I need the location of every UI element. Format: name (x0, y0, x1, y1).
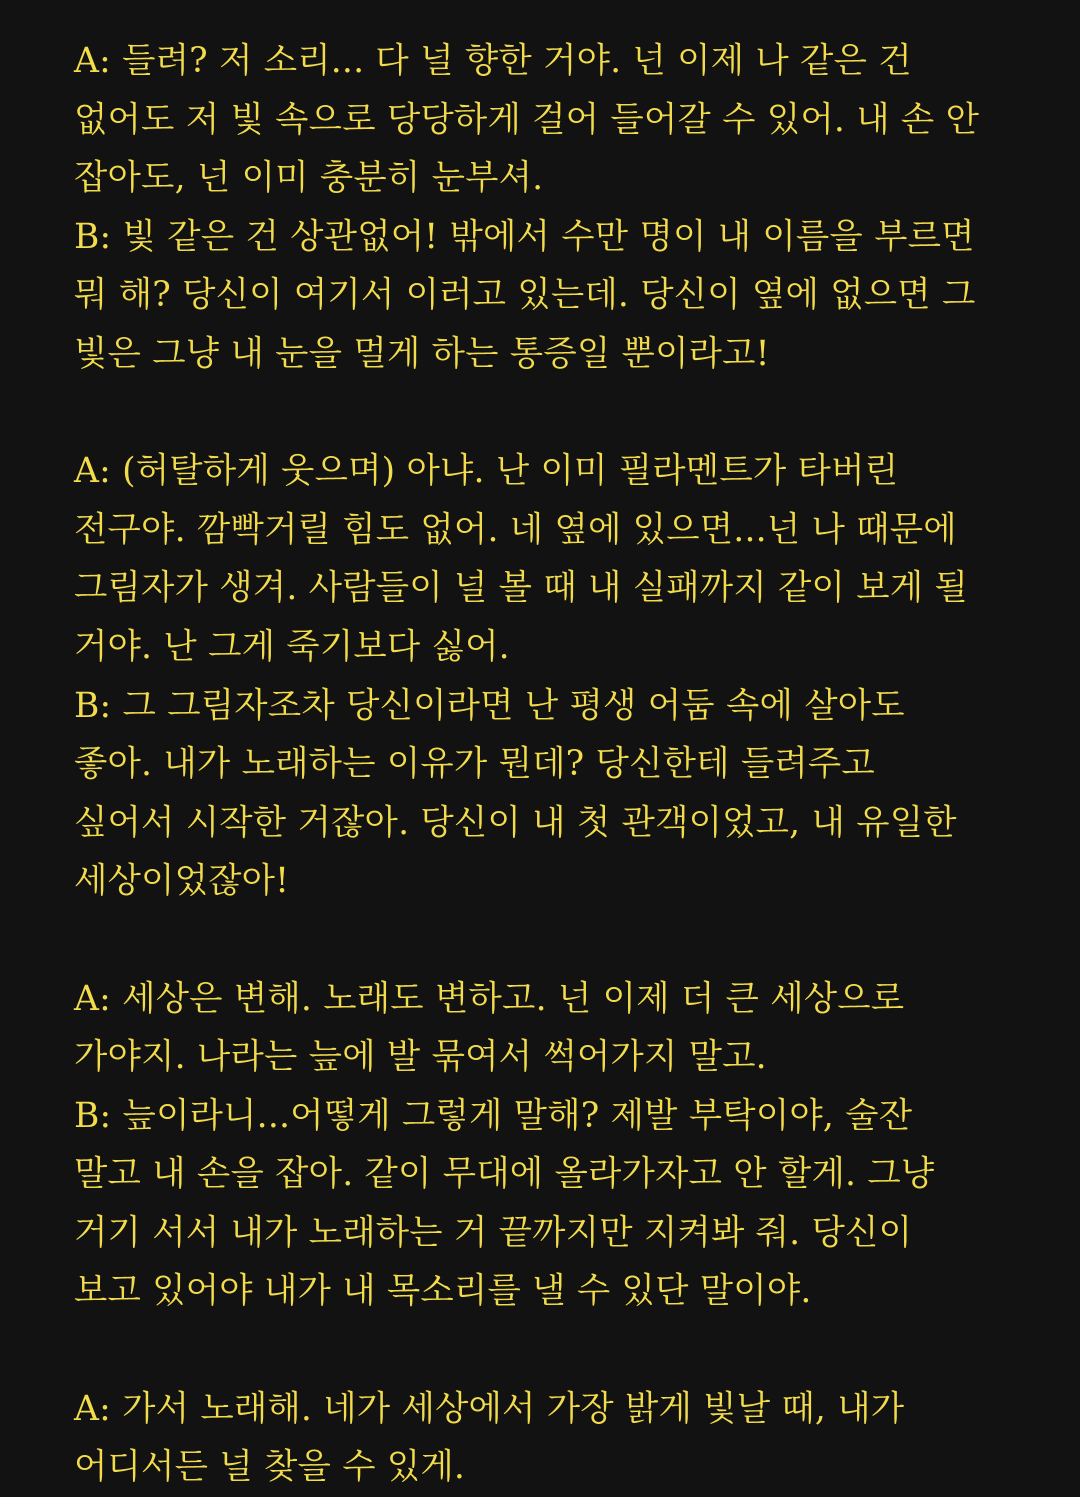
text-line: A: 세상은 변해. 노래도 변하고. 넌 이제 더 큰 세상으로 (74, 978, 905, 1019)
text-line: B: 그 그림자조차 당신이라면 난 평생 어둠 속에 살아도 (74, 685, 905, 726)
text-line: 거기 서서 내가 노래하는 거 끝까지만 지켜봐 줘. 당신이 (74, 1212, 913, 1253)
text-line: 뭐 해? 당신이 여기서 이러고 있는데. 당신이 옆에 없으면 그 (74, 275, 976, 316)
text-line: 세상이었잖아! (74, 861, 290, 902)
text-line: 보고 있어야 내가 내 목소리를 낼 수 있단 말이야. (74, 1271, 812, 1312)
text-line: A: (허탈하게 웃으며) 아냐. 난 이미 필라멘트가 타버린 (74, 451, 899, 492)
text-line: 좋아. 내가 노래하는 이유가 뭔데? 당신한테 들려주고 (74, 744, 875, 785)
text-line: 빛은 그냥 내 눈을 멀게 하는 통증일 뿐이라고! (74, 333, 770, 374)
text-line: 전구야. 깜빡거릴 힘도 없어. 네 옆에 있으면...넌 나 때문에 (74, 509, 957, 550)
text-line: 가야지. 나라는 늪에 발 묶여서 썩어가지 말고. (74, 1037, 767, 1078)
text-line: A: 들려? 저 소리... 다 널 향한 거야. 넌 이제 나 같은 건 (74, 41, 912, 81)
text-line: 그림자가 생겨. 사람들이 널 볼 때 내 실패까지 같이 보게 될 (74, 568, 968, 609)
text-line: B: 늪이라니...어떻게 그렇게 말해? 제발 부탁이야, 술잔 (74, 1095, 913, 1136)
text-line: 거야. 난 그게 죽기보다 싫어. (74, 626, 510, 667)
text-line: 말고 내 손을 잡아. 같이 무대에 올라가자고 안 할게. 그냥 (74, 1154, 935, 1195)
text-line: 잡아도, 넌 이미 충분히 눈부셔. (74, 158, 544, 199)
paragraph-gap (74, 911, 1034, 970)
dialogue-text (74, 32, 1034, 1497)
text-line: A: 가서 노래해. 네가 세상에서 가장 밝게 빛날 때, 내가 (74, 1388, 905, 1429)
text-line: B: 빛 같은 건 상관없어! 밖에서 수만 명이 내 이름을 부르면 (74, 216, 975, 257)
paragraph-gap (74, 1321, 1034, 1380)
text-line: 없어도 저 빛 속으로 당당하게 걸어 들어갈 수 있어. 내 손 안 (74, 99, 980, 140)
paragraph-gap (74, 384, 1034, 443)
text-line: 어디서든 널 찾을 수 있게. (74, 1447, 466, 1488)
text-line: 싶어서 시작한 거잖아. 당신이 내 첫 관객이었고, 내 유일한 (74, 802, 957, 843)
